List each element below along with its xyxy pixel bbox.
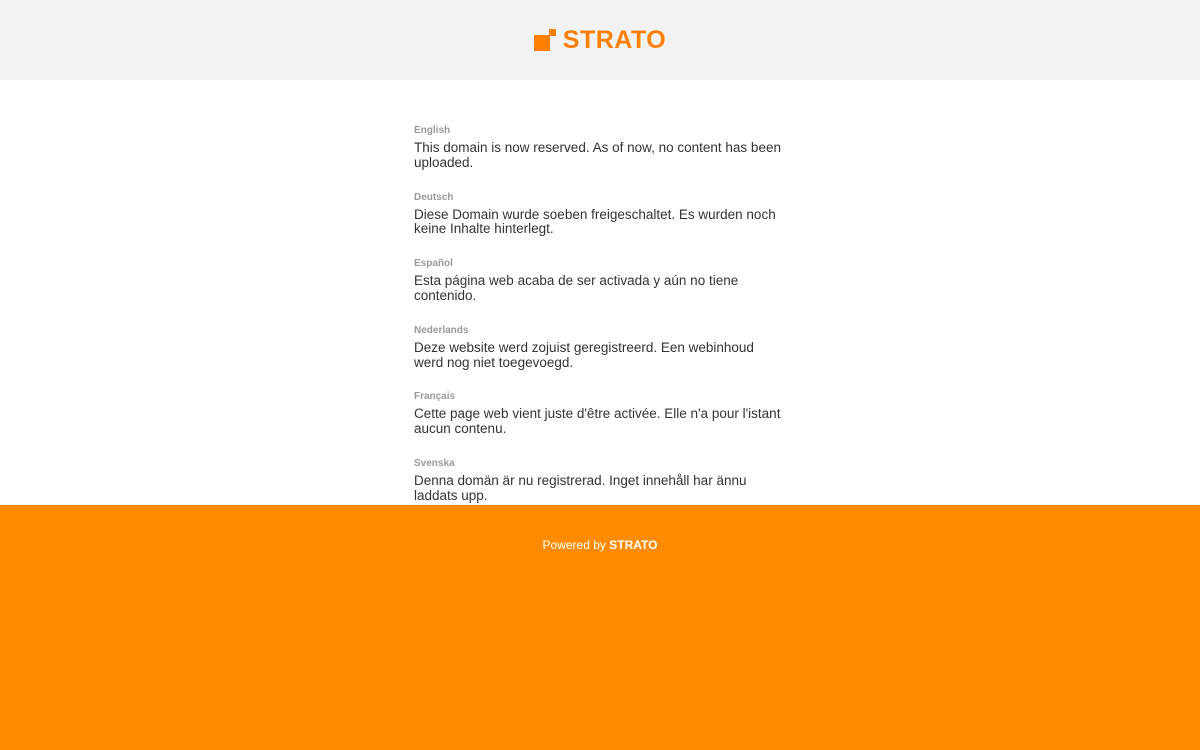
powered-by-prefix: Powered by <box>542 538 610 552</box>
language-label: Español <box>414 258 453 270</box>
strato-logo <box>534 25 667 54</box>
site-footer <box>0 505 1200 750</box>
message-block <box>414 192 784 238</box>
message-block <box>414 458 784 504</box>
message-block <box>414 125 784 171</box>
language-message: This domain is now reserved. As of now, no content has been uploaded. <box>414 140 781 170</box>
messages-container <box>414 125 784 504</box>
language-label: Français <box>414 391 456 403</box>
language-label: Svenska <box>414 457 455 469</box>
language-label: Nederlands <box>414 324 469 336</box>
main-content <box>0 80 1200 505</box>
powered-by-text <box>0 538 1200 552</box>
footer-brand: STRATO <box>609 538 658 552</box>
message-block <box>414 258 784 304</box>
language-message: Diese Domain wurde soeben freigeschaltet. Es wurden noch keine Inhalte hinterlegt. <box>414 206 776 237</box>
language-label: English <box>414 125 451 136</box>
logo-wordmark: STRATO <box>562 25 667 54</box>
language-message: Deze website werd zojuist geregistreerd. Een webinhoud werd nog niet toegevoegd. <box>414 339 754 370</box>
language-label: Deutsch <box>414 191 454 203</box>
language-message: Denna domän är nu registrerad. Inget innehåll har ännu laddats upp. <box>414 472 747 503</box>
message-block <box>414 391 784 437</box>
language-message: Esta página web acaba de ser activada y aún no tiene contenido. <box>414 273 739 303</box>
language-message: Cette page web vient juste d'être activée. Elle n'a pour l'istant aucun contenu. <box>414 406 781 437</box>
site-header <box>0 0 1200 80</box>
message-block <box>414 325 784 371</box>
strato-squares-logo-icon <box>534 29 556 51</box>
